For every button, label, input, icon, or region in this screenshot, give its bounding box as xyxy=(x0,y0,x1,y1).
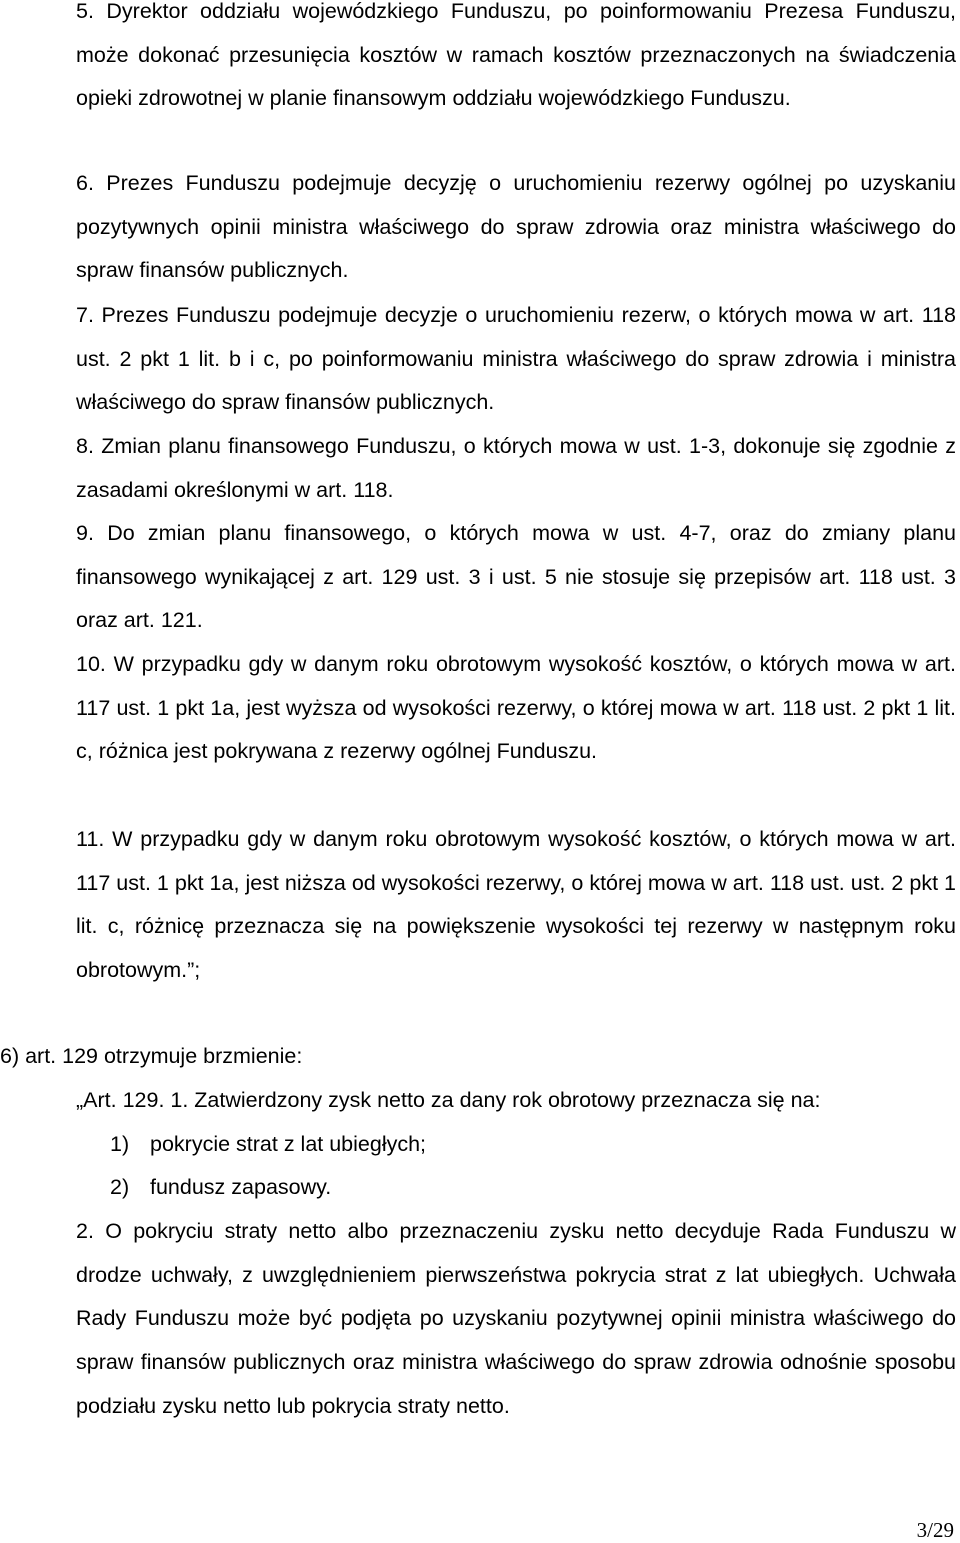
paragraph-10: 10. W przypadku gdy w danym roku obrotowym wysokość kosztów, o których mowa w art. 117 ust. 1 pkt 1a, jest wyższa od wysokości rezerwy, o której mowa w art. 118 ust. 2 pkt 1 lit. c, różnica jest pokrywana z rezerwy ogólnej Funduszu. xyxy=(76,652,956,764)
paragraph-8: 8. Zmian planu finansowego Funduszu, o których mowa w ust. 1-3, dokonuje się zgodnie z zasadami określonymi w art. 118. xyxy=(76,434,956,502)
paragraph-5: 5. Dyrektor oddziału wojewódzkiego Funduszu, po poinformowaniu Prezesa Funduszu, może dokonać przesunięcia kosztów w ramach kosztów przeznaczonych na świadczenia opieki zdrowotnej w planie finansowym oddziału wojewódzkiego Funduszu. xyxy=(76,0,956,111)
paragraph-11: 11. W przypadku gdy w danym roku obrotowym wysokość kosztów, o których mowa w art. 117 ust. 1 pkt 1a, jest niższa od wysokości rezerwy, o której mowa w art. 118 ust. ust. 2 pkt 1 lit. c, różnicę przeznacza się na powiększenie wysokości tej rezerwy w następnym roku obrotowym.”; xyxy=(76,827,956,983)
paragraph-6: 6. Prezes Funduszu podejmuje decyzję o uruchomieniu rezerwy ogólnej po uzyskaniu pozytywnych opinii ministra właściwego do spraw zdrowia oraz ministra właściwego do spraw finansów publicznych. xyxy=(76,171,956,283)
paragraph-9: 9. Do zmian planu finansowego, o których mowa w ust. 4-7, oraz do zmiany planu finansowego wynikającej z art. 129 ust. 3 i ust. 5 nie stosuje się przepisów art. 118 ust. 3 oraz art. 121. xyxy=(76,521,956,633)
paragraph-7: 7. Prezes Funduszu podejmuje decyzje o uruchomieniu rezerw, o których mowa w art. 118 ust. 2 pkt 1 lit. b i c, po poinformowaniu ministra właściwego do spraw zdrowia i ministra właściwego do spraw finansów publicznych. xyxy=(76,303,956,415)
list-item xyxy=(110,1166,950,1210)
list-item-number: 1) xyxy=(110,1132,130,1156)
closing-paragraph: 2. O pokryciu straty netto albo przeznaczeniu zysku netto decyduje Rada Funduszu w drodze uchwały, z uwzględnieniem pierwszeństwa pokrycia strat z lat ubiegłych. Uchwała Rady Funduszu może być podjęta po uzyskaniu pozytywnej opinii ministra właściwego do spraw finansów publicznych oraz ministra właściwego do spraw zdrowia odnośnie sposobu podziału zysku netto lub pokrycia straty netto. xyxy=(76,1219,956,1418)
list-item xyxy=(110,1123,950,1167)
page-number: 3/29 xyxy=(916,1518,954,1542)
article-intro: „Art. 129. 1. Zatwierdzony zysk netto za dany rok obrotowy przeznacza się na: xyxy=(76,1088,821,1112)
article-heading: 6) art. 129 otrzymuje brzmienie: xyxy=(0,1044,303,1068)
list-item-text: pokrycie strat z lat ubiegłych; xyxy=(150,1132,427,1156)
list-item-text: fundusz zapasowy. xyxy=(150,1175,332,1199)
list-item-number: 2) xyxy=(110,1175,130,1199)
